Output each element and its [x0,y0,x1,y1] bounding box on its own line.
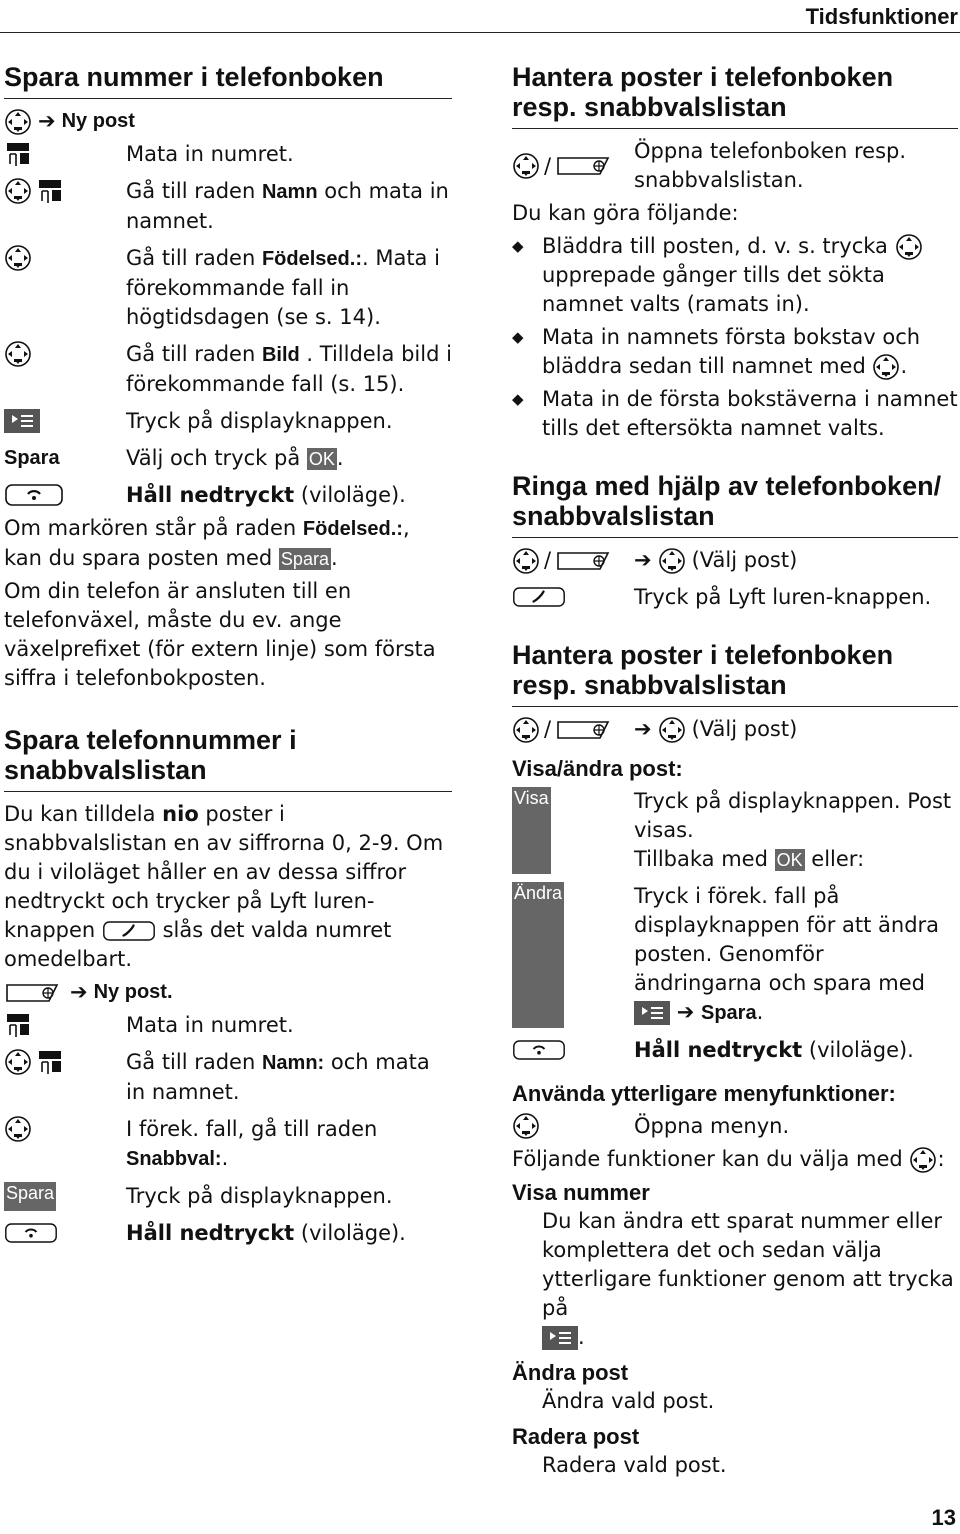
phonebook-key-icon [555,152,615,180]
step-text: . [221,1146,229,1170]
step-row [4,1048,452,1107]
step-row [512,1036,958,1065]
intro-text: Följande funktioner kan du välja med [512,1147,910,1171]
step-text: . Mata i förekommande fall in högtidsdagen (se s. 14). [126,246,440,329]
navigation-key-icon [512,716,540,744]
step-text: eller: [804,847,865,871]
step-row [4,1182,452,1211]
keypad-icon [36,177,64,205]
subheading-menyfunktioner: Använda ytterligare menyfunktioner: [512,1081,896,1106]
step-text: Tryck på Lyft luren-knappen. [634,585,932,609]
step-text: Mata in numret. [126,1013,294,1037]
call-key-icon [512,583,566,611]
navigation-key-icon [4,1048,32,1076]
field-name-namn: Namn: [261,1052,325,1074]
arrow-icon: ➔ [634,548,652,572]
navigation-key-icon [658,716,686,744]
bullet-text: Mata in de första bokstäverna i namnet tills det eftersökta namnet valts. [542,387,958,440]
phonebook-key-icon [555,716,615,744]
step-text: . [756,1000,764,1024]
phonebook-key-icon [4,979,64,1007]
keypad-icon [4,140,32,168]
subheading-visa-andra: Visa/ändra post: [512,756,683,781]
function-desc: Ändra vald post. [542,1389,715,1413]
section-title-hantera-2: Hantera poster i telefonboken resp. snabbvalslistan [512,640,958,707]
step-text: (Välj post) [691,717,798,741]
step-text: Tryck på displayknappen. Post visas. [634,789,952,842]
intro-text: poster i snabbvalslistan en av siffrorna 0, 2-9. Om du i viloläget håller en av dessa siffror nedtryckt och trycker på Lyft luren-knappen [4,802,444,942]
note-text: . [330,546,338,570]
bullet-item [512,232,958,319]
step-row [4,244,452,332]
menu-key-icon [4,407,40,435]
step-text: Öppna menyn. [634,1114,790,1138]
left-column [4,62,452,1248]
step-row: / Öppna telefonboken resp. snabbvalslistan. [512,137,958,195]
field-name-bild: Bild [261,344,300,366]
spara-softkey: Spara [4,1182,56,1211]
key-label-spara: Spara [4,447,60,469]
step-row [4,481,452,510]
menu-path-ny-post: Ny post [61,110,135,132]
navigation-key-icon [512,1112,540,1140]
section-title-spara-nummer: Spara nummer i telefonboken [4,62,452,99]
navigation-key-icon [4,1115,32,1143]
field-name-fodelsed: Födelsed.: [302,518,403,540]
phonebook-key-icon [555,547,615,575]
note-text: Om markören står på raden [4,516,303,540]
step-row [4,140,452,169]
step-row [512,787,958,874]
function-title-visa-nummer: Visa nummer [512,1180,650,1205]
bullet-text: upprepade gånger tills det sökta namnet valts (ramats in). [542,263,885,316]
section-title-snabbval: Spara telefonnummer i snabbvalslistan [4,725,452,792]
intro-text: slås det valda numret omedelbart. [4,918,392,971]
step-text: Tryck i förek. fall på displayknappen för att ändra posten. Genomför ändringarna och spara med [634,884,940,995]
step-text: . Tilldela bild i förekommande fall (s. 15). [126,342,452,396]
step-row [4,407,452,436]
step-row [4,1011,452,1040]
step-row [4,1115,452,1174]
intro-bold: nio [162,802,199,826]
function-title-andra-post: Ändra post [512,1360,629,1385]
navigation-key-icon [4,340,32,368]
diamond-bullet-icon: ◆ [512,237,524,255]
step-row [4,340,452,399]
note-paragraph: Om din telefon är ansluten till en telefonväxel, måste du ev. ange växelprefixet (för extern linje) som första siffra i telefonbokposten. [4,579,436,690]
keypad-icon [36,1048,64,1076]
navigation-key-icon [895,233,923,261]
navigation-key-icon [4,108,32,136]
arrow-icon: ➔ [70,980,88,1004]
step-text: Öppna telefonboken resp. snabbvalslistan. [634,139,907,192]
step-text: och mata in namnet. [126,179,449,233]
step-text: Tryck på displayknappen. [126,409,393,433]
function-title-radera-post: Radera post [512,1424,640,1449]
bullet-text: Bläddra till posten, d. v. s. trycka [542,234,895,258]
navigation-key-icon [512,152,540,180]
navigation-key-icon [4,177,32,205]
step-text: (Välj post) [691,548,798,572]
step-text: Tillbaka med [634,847,775,871]
diamond-bullet-icon: ◆ [512,328,524,346]
end-call-key-icon [4,481,64,509]
intro-paragraph [4,800,452,974]
function-text: Du kan ändra ett sparat nummer eller komplettera det och sedan välja ytterligare funktioner genom att trycka på [542,1209,954,1320]
step-text: . [336,446,344,470]
note-paragraph [4,514,452,573]
ok-softkey: OK [776,850,803,870]
intro-text: : [937,1147,945,1171]
step-text-bold: Håll nedtryckt [126,483,295,507]
field-name-fodelsed: Födelsed.: [261,248,362,270]
step-text: (viloläge). [294,1221,406,1245]
step-row [512,882,958,1028]
spara-softkey: Spara [280,549,329,569]
step-text: Välj och tryck på [126,446,307,470]
visa-softkey: Visa [512,787,551,874]
navigation-key-icon [4,244,32,272]
field-name-snabbval: Snabbval: [126,1148,222,1170]
navigation-key-icon [512,547,540,575]
step-text-bold: Håll nedtryckt [634,1038,803,1062]
bullet-text: Mata in namnets första bokstav och bläddra sedan till namnet med [542,325,921,378]
note-text: , kan du spara posten med [4,516,410,570]
ok-softkey: OK [308,449,335,469]
function-text: . [578,1325,585,1349]
header-rule [0,32,960,33]
menu-path-ny-post: Ny post. [93,981,173,1003]
step-text: Tryck på displayknappen. [126,1184,393,1208]
function-desc: Radera vald post. [542,1453,727,1477]
page-number: 13 [931,1505,956,1530]
intro-text: Du kan göra följande: [512,201,739,225]
step-text: Gå till raden [126,246,262,270]
step-row: / ➔ (Välj post) [512,546,958,575]
nav-line [4,978,452,1007]
step-text: Gå till raden [126,179,262,203]
field-name-namn: Namn [261,181,318,203]
end-call-key-icon [512,1036,566,1064]
navigation-key-icon [872,353,900,381]
arrow-icon: ➔ [676,1000,695,1024]
step-row [512,1112,958,1141]
arrow-icon: ➔ [634,717,652,741]
nav-line [4,107,452,136]
right-column [512,62,958,1480]
intro-paragraph [512,1145,958,1174]
step-text-bold: Håll nedtryckt [126,1221,295,1245]
arrow-icon: ➔ [38,109,56,133]
section-title-hantera: Hantera poster i telefonboken resp. snabbvalslistan [512,62,958,129]
end-call-key-icon [4,1219,58,1247]
navigation-key-icon [658,547,686,575]
andra-softkey: Ändra [512,882,564,1028]
step-row [4,177,452,236]
bullet-item [512,323,958,381]
step-text: och mata in namnet. [126,1050,430,1104]
navigation-key-icon [909,1146,937,1174]
step-text: I förek. fall, gå till raden [126,1117,378,1141]
step-row [4,444,452,473]
step-row [4,1219,452,1248]
step-text: Gå till raden [126,342,262,366]
menu-key-icon [542,1324,578,1352]
section-title-ringa: Ringa med hjälp av telefonboken/ snabbvalslistan [512,471,958,538]
step-text: Gå till raden [126,1050,262,1074]
intro-text: Du kan tilldela [4,802,163,826]
call-key-icon [102,917,156,945]
step-text: (viloläge). [294,483,406,507]
section-header: Tidsfunktioner [805,4,958,29]
diamond-bullet-icon: ◆ [512,390,524,408]
keypad-icon [4,1011,32,1039]
step-text: (viloläge). [802,1038,914,1062]
function-desc [512,1207,958,1352]
bullet-text: . [900,354,908,378]
menu-option-spara: Spara [700,1002,757,1024]
step-text: Mata in numret. [126,142,294,166]
step-row: / ➔ (Välj post) [512,715,958,744]
menu-key-icon [634,999,670,1027]
bullet-item [512,385,958,443]
step-row [512,583,958,612]
